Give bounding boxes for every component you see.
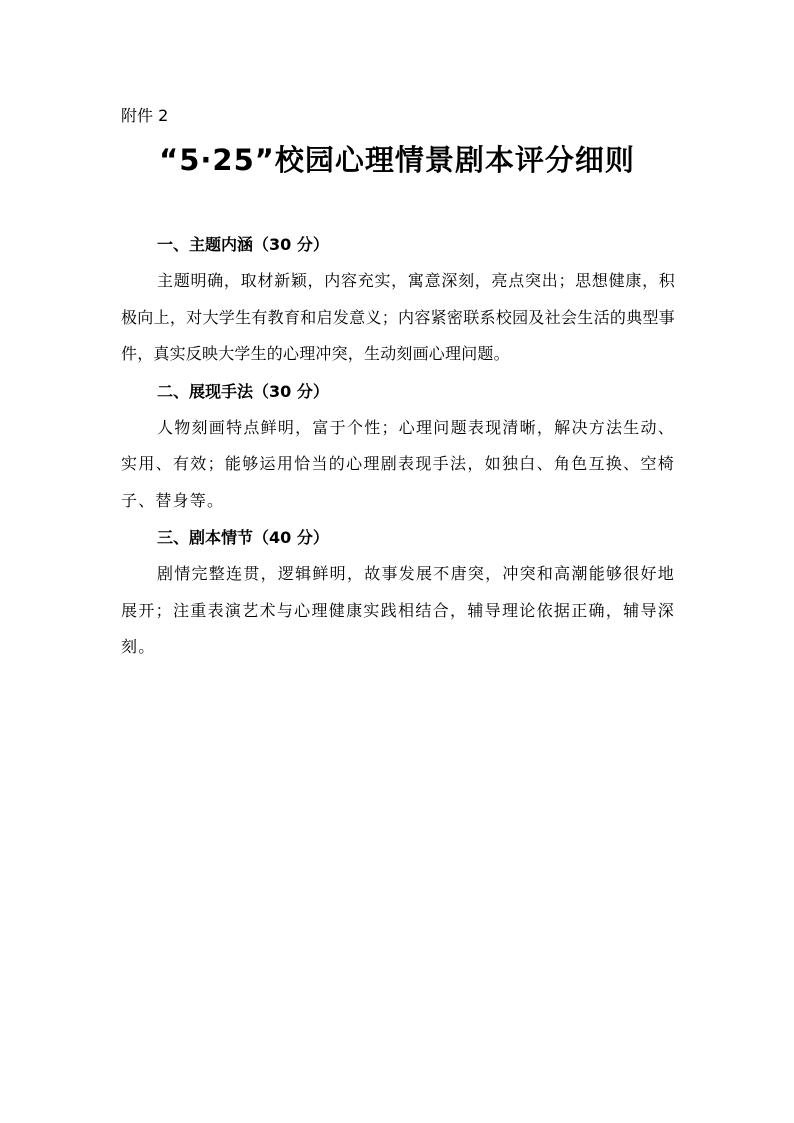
section-heading-plot: 三、剧本情节（40 分） bbox=[157, 528, 329, 547]
section-heading-theme: 一、主题内涵（30 分） bbox=[157, 235, 329, 254]
section-paragraph-theme: 主题明确，取材新颖，内容充实，寓意深刻，亮点突出；思想健康，积极向上，对大学生有教育和启发意义；内容紧密联系校园及社会生活的典型事件，真实反映大学生的心理冲突，生动刻画心理问题。 bbox=[121, 271, 675, 363]
document-title: “5·25”校园心理情景剧本评分细则 bbox=[159, 143, 635, 177]
document-body bbox=[121, 226, 675, 666]
attachment-label: 附件 2 bbox=[121, 106, 169, 125]
section-paragraph-presentation: 人物刻画特点鲜明，富于个性；心理问题表现清晰，解决方法生动、实用、有效；能够运用恰当的心理剧表现手法，如独白、角色互换、空椅子、替身等。 bbox=[121, 417, 675, 510]
section-heading-presentation: 二、展现手法（30 分） bbox=[157, 381, 329, 401]
section-paragraph-plot: 剧情完整连贯，逻辑鲜明，故事发展不唐突，冲突和高潮能够很好地展开；注重表演艺术与心理健康实践相结合，辅导理论依据正确，辅导深刻。 bbox=[121, 564, 675, 656]
